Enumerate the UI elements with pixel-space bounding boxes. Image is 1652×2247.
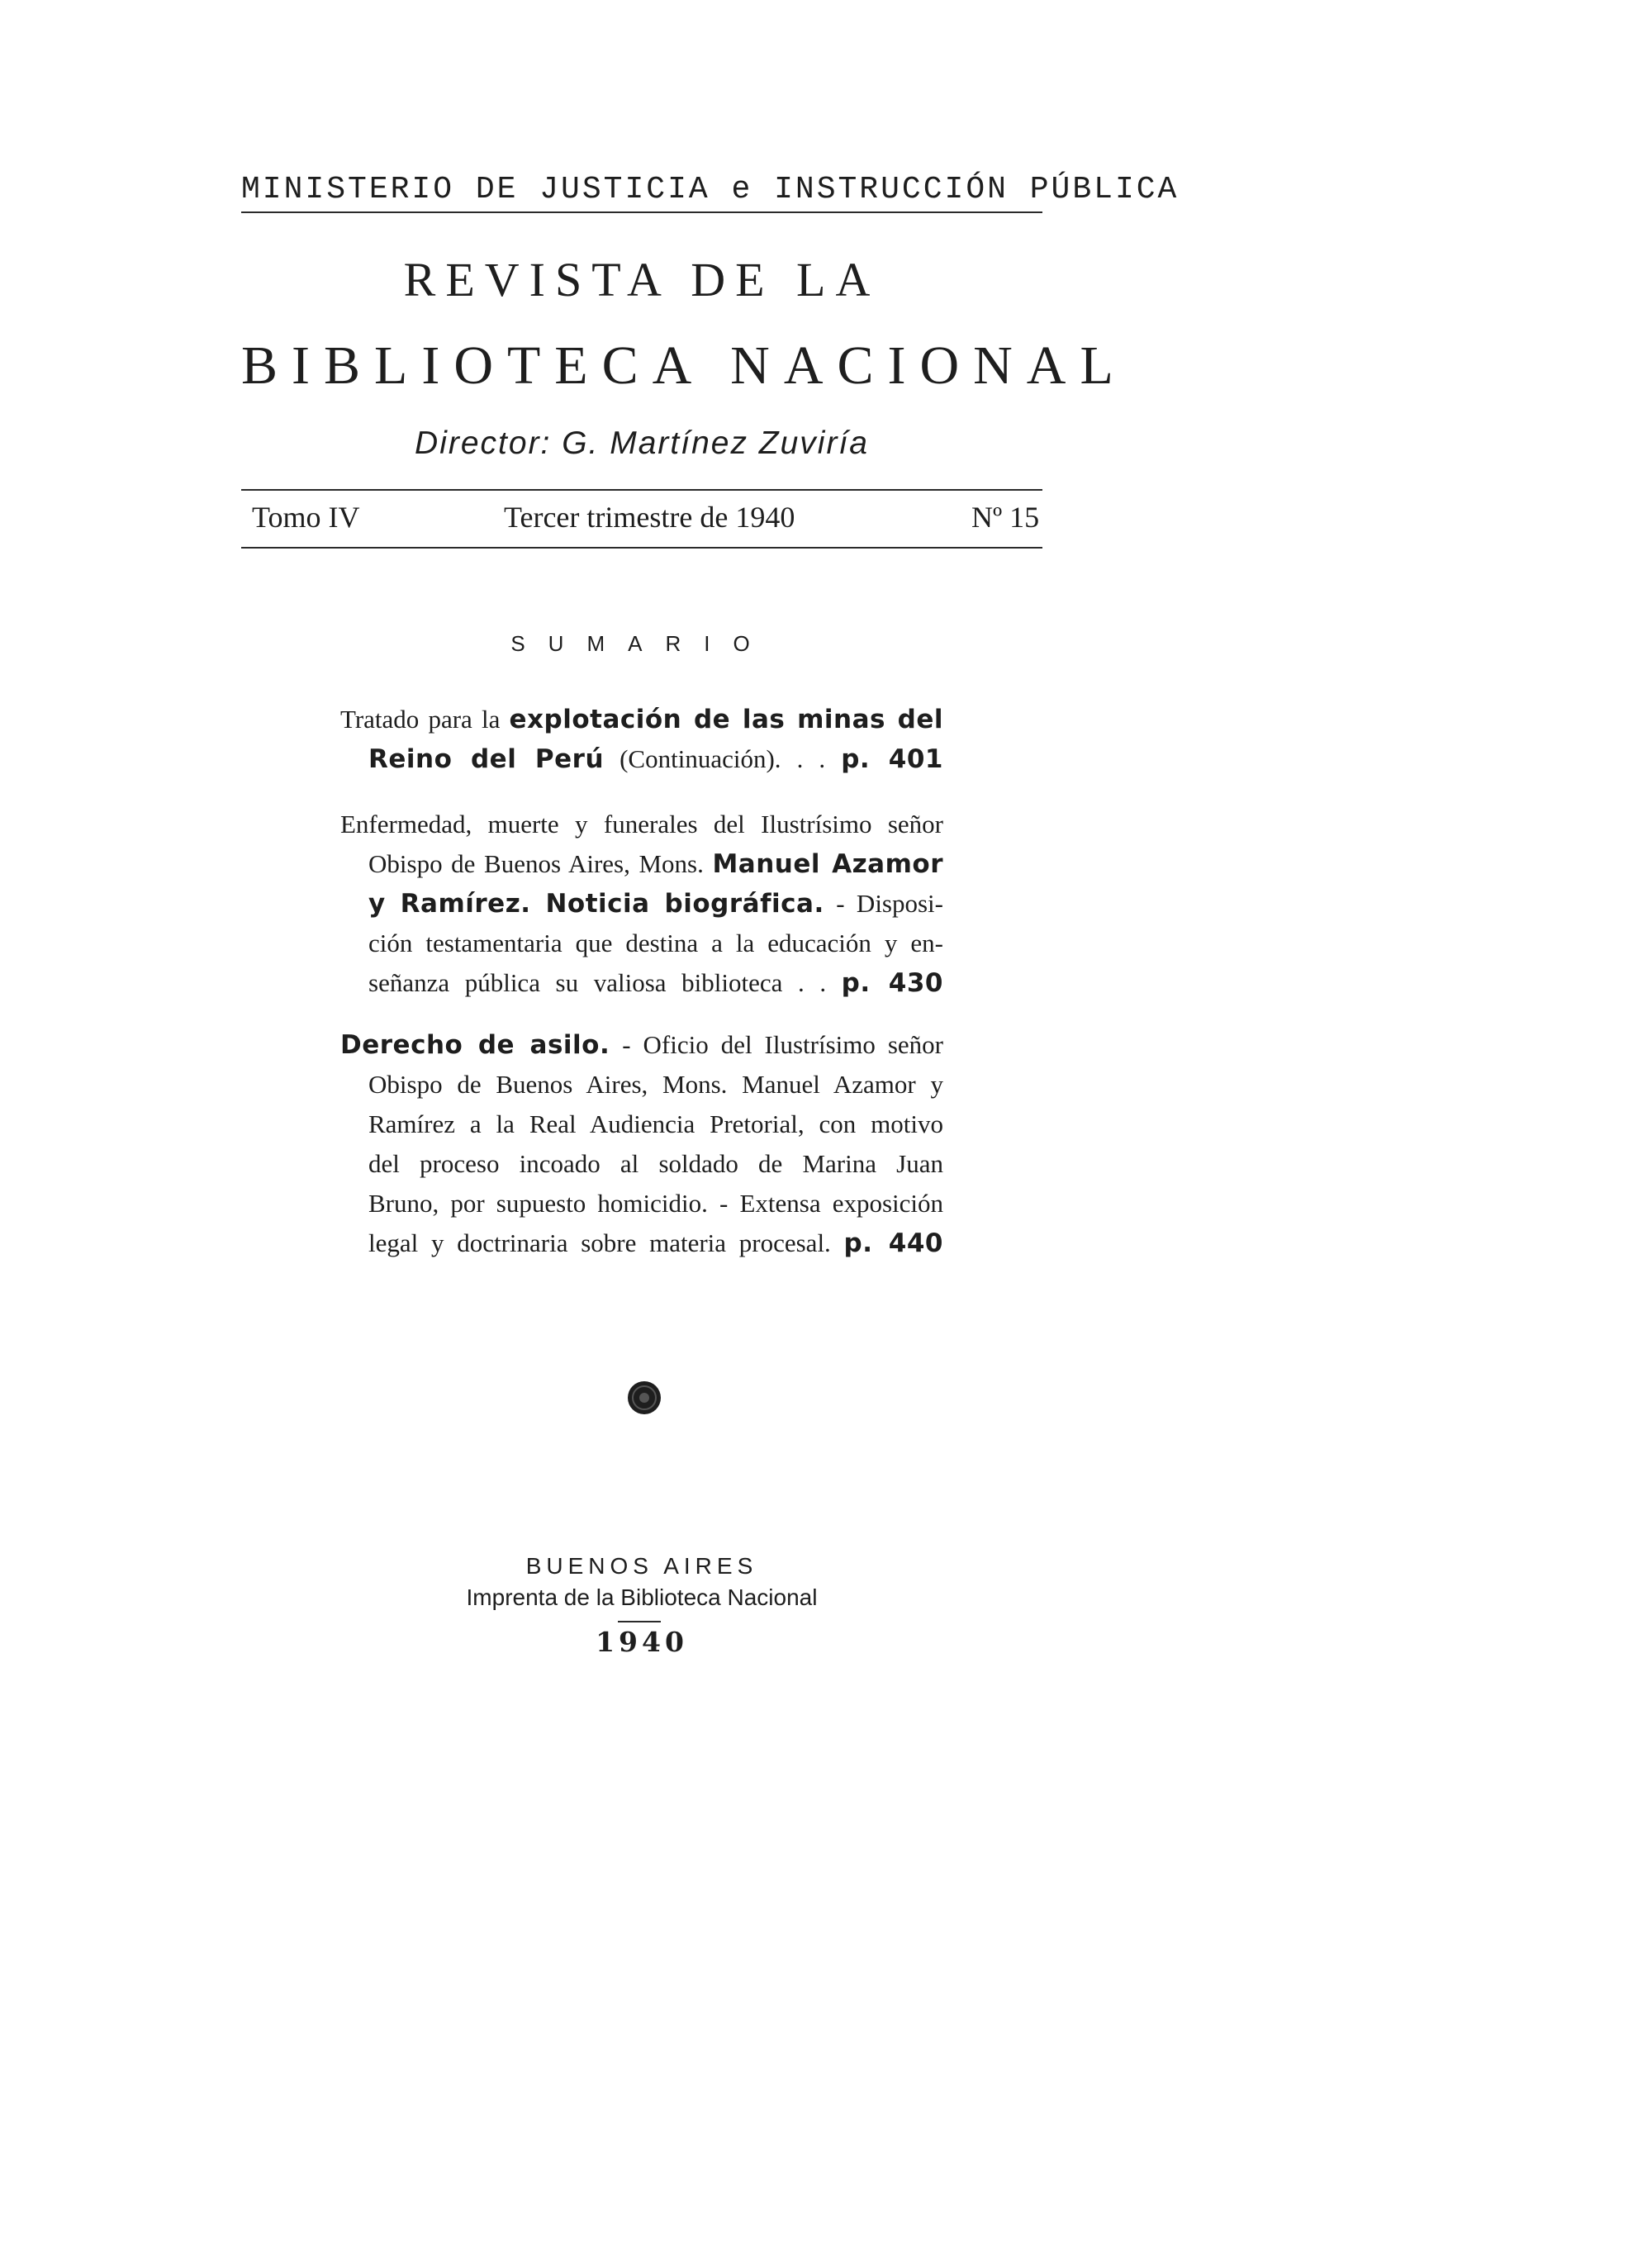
imprint-press: Imprenta de la Biblioteca Nacional xyxy=(466,1584,818,1610)
summary-entry xyxy=(340,805,943,1003)
entry-line: del proceso incoado al soldado de Marina Juan xyxy=(368,1149,943,1178)
summary-heading: SUMARIO xyxy=(510,631,773,656)
entry-line: y Ramírez. Noticia biográfica. - Disposi- xyxy=(368,889,943,919)
printer-ornament-icon xyxy=(626,1380,662,1416)
entry-line: Reino del Perú (Continuación). . . p. 401 xyxy=(368,744,943,774)
imprint-year: 1940 xyxy=(596,1626,688,1658)
summary-entry xyxy=(340,700,943,779)
page-reference: p. 430 xyxy=(841,968,943,998)
entry-line: señanza pública su valiosa biblioteca . . p. 430 xyxy=(368,968,943,998)
issue-top-rule xyxy=(241,489,1042,491)
entry-line: Obispo de Buenos Aires, Mons. Manuel Azamor y xyxy=(368,1070,943,1099)
entry-line: ción testamentaria que destina a la educación y en- xyxy=(368,929,943,957)
page-reference: p. 440 xyxy=(843,1228,944,1258)
imprint-rule xyxy=(618,1621,661,1622)
ministry-name: MINISTERIO DE JUSTICIA e INSTRUCCIÓN PÚBLICA xyxy=(241,172,1180,207)
entry-line: Ramírez a la Real Audiencia Pretorial, con motivo xyxy=(368,1109,943,1138)
journal-title-line-2: BIBLIOTECA NACIONAL xyxy=(241,335,1127,396)
entry-line: Bruno, por supuesto homicidio. - Extensa exposición xyxy=(368,1189,943,1218)
entry-line: Derecho de asilo. - Oficio del Ilustrísimo señor xyxy=(340,1030,943,1060)
issue-number: Nº 15 xyxy=(971,501,1040,534)
entry-line: Obispo de Buenos Aires, Mons. Manuel Azamor xyxy=(368,849,943,879)
summary-entry xyxy=(340,1025,943,1263)
entry-line: Enfermedad, muerte y funerales del Ilustrísimo señor xyxy=(340,810,943,838)
entry-line: legal y doctrinaria sobre materia procesal. p. 440 xyxy=(368,1228,944,1258)
issue-volume: Tomo IV xyxy=(252,501,360,534)
entry-line: Tratado para la explotación de las minas del xyxy=(340,705,943,734)
ministry-underline xyxy=(241,211,1042,213)
director-credit: Director: G. Martínez Zuviría xyxy=(415,425,869,461)
imprint-city: BUENOS AIRES xyxy=(525,1553,758,1579)
issue-bottom-rule xyxy=(241,547,1042,549)
journal-title-line-1: REVISTA DE LA xyxy=(403,253,881,306)
issue-period: Tercer trimestre de 1940 xyxy=(504,501,795,534)
page-reference: p. 401 xyxy=(841,744,943,774)
